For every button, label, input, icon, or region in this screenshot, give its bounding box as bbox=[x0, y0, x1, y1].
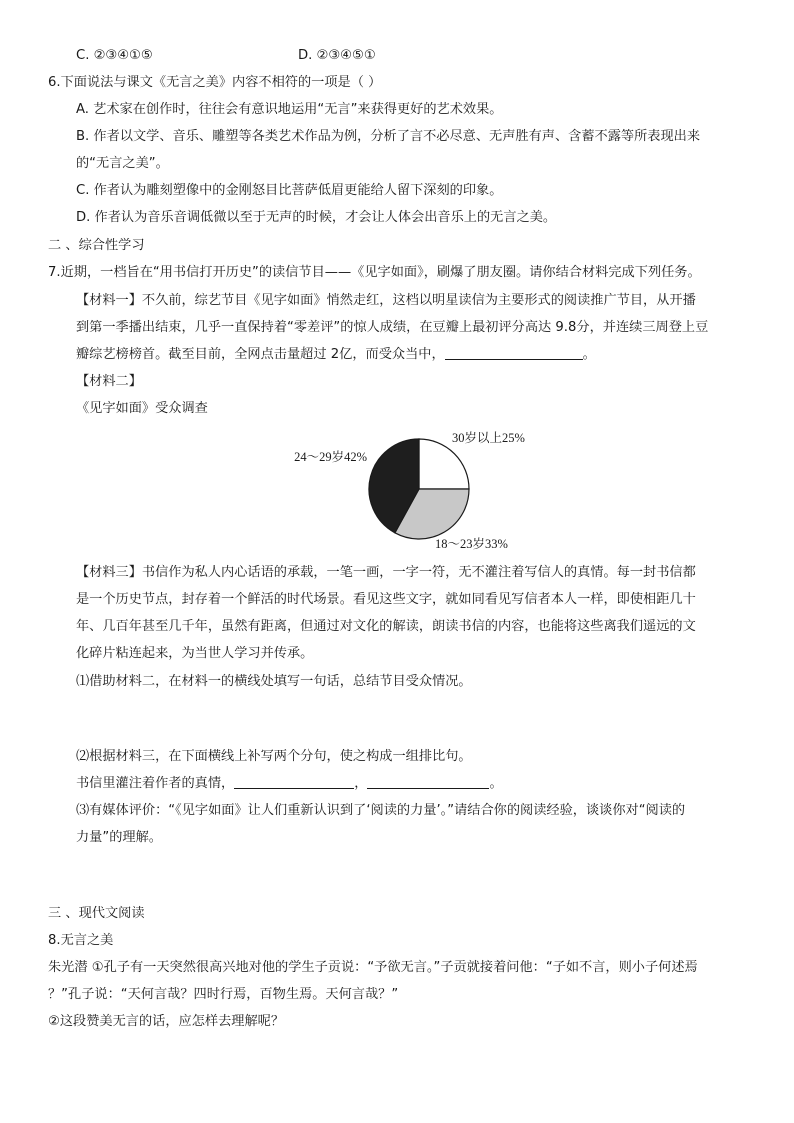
material-3-line4: 化碎片粘连起来，为当世人学习并传承。 bbox=[76, 646, 314, 661]
q6-option-b-line1: B. 作者以文学、音乐、雕塑等各类艺术作品为例，分析了言不必尽意、无声胜有声、含蓄不露等所表现出来 bbox=[76, 129, 701, 144]
material-1-line2: 到第一季播出结束，几乎一直保持着“零差评”的惊人成绩，在豆瓣上最初评分高达 9.8分，并连续三周登上豆 bbox=[76, 320, 709, 335]
q6-option-d: D. 作者认为音乐音调低微以至于无声的时候，才会让人体会出音乐上的无言之美。 bbox=[76, 210, 557, 225]
material-3-line3: 年、几百年甚至几千年，虽然有距离，但通过对文化的解读，朗读书信的内容，也能将这些离我们遥远的文 bbox=[76, 619, 696, 634]
section-3-heading: 三 、现代文阅读 bbox=[48, 906, 145, 921]
sub-question-2-parallel bbox=[76, 775, 503, 793]
q5-option-d: D. ②③④⑤① bbox=[298, 48, 376, 63]
material-2-heading: 【材料二】 bbox=[76, 374, 142, 389]
sub-question-1: ⑴借助材料二，在材料一的横线处填写一句话，总结节目受众情况。 bbox=[76, 674, 472, 689]
section-2-heading: 二 、综合性学习 bbox=[48, 238, 145, 253]
q6-option-c: C. 作者认为雕刻塑像中的金刚怒目比菩萨低眉更能给人留下深刻的印象。 bbox=[76, 183, 503, 198]
q6-option-a: A. 艺术家在创作时，往往会有意识地运用“无言”来获得更好的艺术效果。 bbox=[76, 102, 503, 117]
pie-slice-label: 18～23岁33% bbox=[435, 537, 508, 551]
parallel-period: 。 bbox=[489, 776, 503, 791]
q8-paragraph-2: ②这段赞美无言的话，应怎样去理解呢？ bbox=[48, 1014, 285, 1029]
material-1-line3-end: 。 bbox=[582, 347, 596, 362]
answer-blank-summary[interactable] bbox=[445, 346, 583, 360]
material-1-line3-text: 瓣综艺榜榜首。截至目前，全网点击量超过 2亿，而受众当中， bbox=[76, 347, 445, 362]
material-3-line2: 是一个历史节点，封存着一个鲜活的时代场景。看见这些文字，就如同看见写信者本人一样，即使相距几十 bbox=[76, 592, 696, 607]
sub-question-3-line1: ⑶有媒体评价：“《见字如面》让人们重新认识到了‘阅读的力量’。”请结合你的阅读经验，谈谈你对“阅读的 bbox=[76, 803, 686, 818]
q6-option-b-line2: 的“无言之美”。 bbox=[76, 156, 169, 171]
pie-slice bbox=[419, 439, 469, 489]
q8-paragraph-1-line2: ？”孔子说：“天何言哉？四时行焉，百物生焉。天何言哉？” bbox=[48, 987, 399, 1002]
answer-blank-clause-1[interactable] bbox=[234, 775, 354, 789]
q6-stem: 6.下面说法与课文《无言之美》内容不相符的一项是（ ） bbox=[48, 75, 382, 90]
material-1-line3 bbox=[76, 346, 596, 364]
parallel-given-clause: 书信里灌注着作者的真情， bbox=[76, 776, 235, 791]
sub-question-2: ⑵根据材料三，在下面横线上补写两个分句，使之构成一组排比句。 bbox=[76, 749, 472, 764]
pie-slice-label: 24～29岁42% bbox=[294, 450, 367, 464]
q8-title: 8.无言之美 bbox=[48, 933, 114, 948]
material-1-line1: 【材料一】不久前，综艺节目《见字如面》悄然走红，这档以明星读信为主要形式的阅读推广节目，从开播 bbox=[76, 293, 696, 308]
q5-option-c: C. ②③④①⑤ bbox=[76, 48, 153, 63]
survey-title: 《见字如面》受众调查 bbox=[76, 401, 208, 416]
audience-pie-chart bbox=[280, 418, 530, 560]
sub-question-3-line2: 力量”的理解。 bbox=[76, 830, 162, 845]
pie-slice-label: 30岁以上25% bbox=[452, 431, 525, 445]
material-3-line1: 【材料三】书信作为私人内心话语的承载，一笔一画，一字一符，无不灌注着写信人的真情。每一封书信都 bbox=[76, 565, 696, 580]
pie-slices bbox=[369, 439, 469, 539]
answer-blank-clause-2[interactable] bbox=[367, 775, 489, 789]
q8-paragraph-1-line1: 朱光潜 ①孔子有一天突然很高兴地对他的学生子贡说：“予欲无言。”子贡就接着问他：“子如不言，则小子何述焉 bbox=[48, 960, 698, 975]
q7-stem: 7.近期，一档旨在“用书信打开历史”的读信节目——《见字如面》，刷爆了朋友圈。请你结合材料完成下列任务。 bbox=[48, 265, 701, 280]
parallel-comma: ， bbox=[354, 776, 368, 791]
